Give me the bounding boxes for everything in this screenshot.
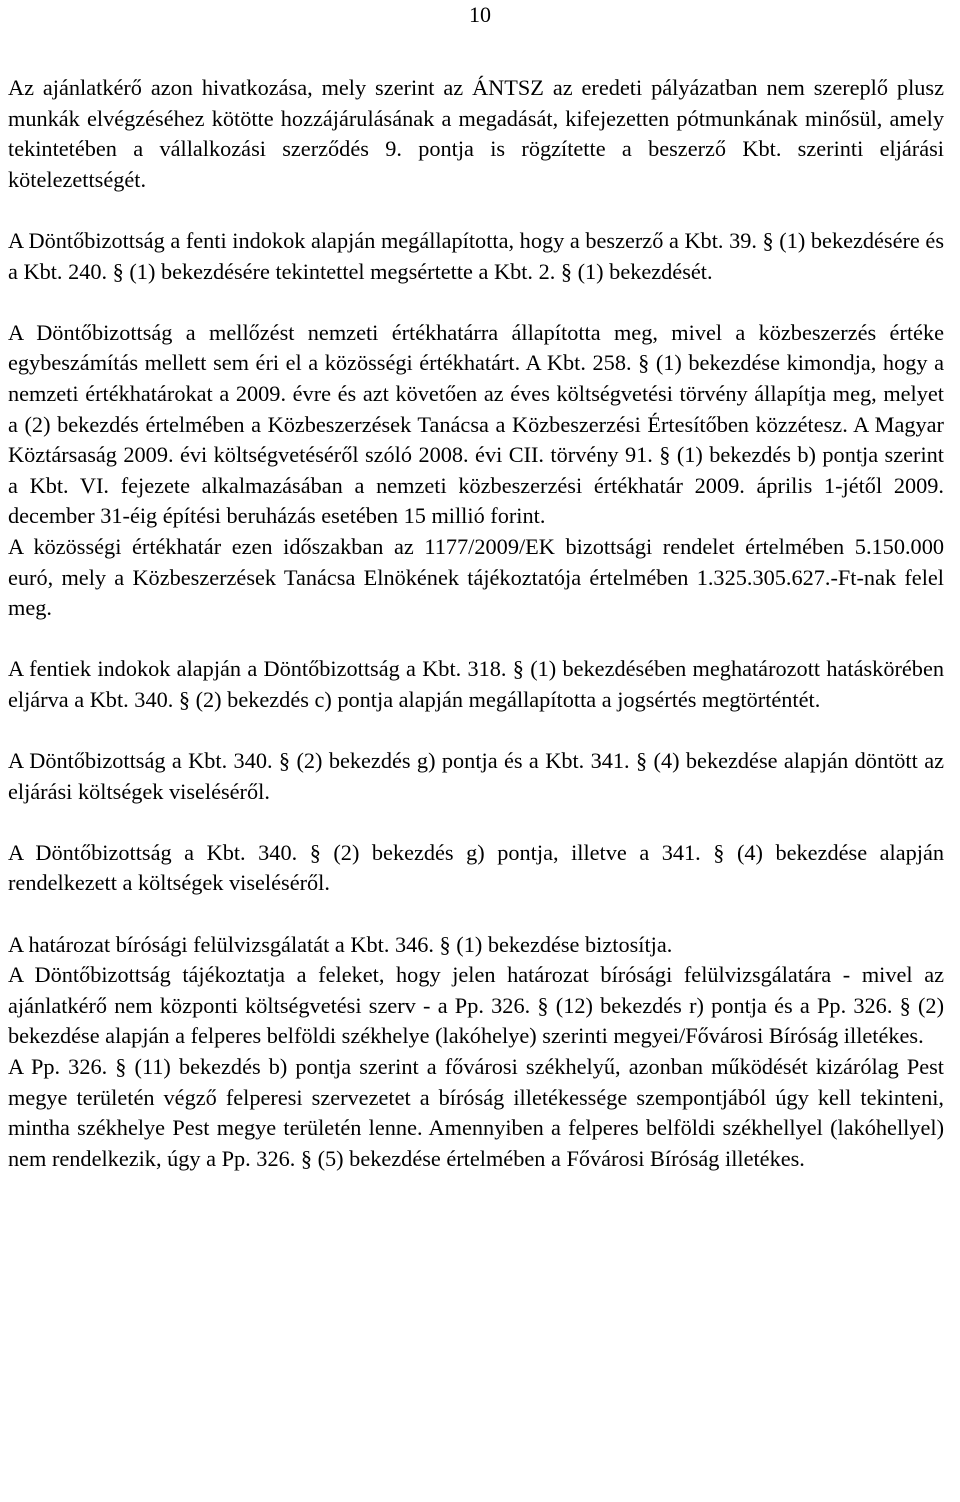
paragraph-costs-bearing: A Döntőbizottság a Kbt. 340. § (2) bekezdés g) pontja, illetve a 341. § (4) bekezdése alapján rendelkezett a költségek viseléséről. <box>8 839 944 896</box>
page-number: 10 <box>469 2 491 27</box>
paragraph-court-jurisdiction: A Döntőbizottság tájékoztatja a feleket, hogy jelen határozat bírósági felülvizsgálatára - mivel az ajánlatkérő nem központi költségvetési szerv - a Pp. 326. § (12) bekezdés r) pontja és a Pp. 326. § (2) bekezdése alapján a felperes belföldi székhelye (lakóhelye) szerinti megyei/Fővárosi Bíróság illetékes. <box>8 962 944 1049</box>
paragraph-additional-works: Az ajánlatkérő azon hivatkozása, mely szerint az ÁNTSZ az eredeti pályázatban nem szereplő plusz munkák elvégzéséhez kötötte hozzájárulásának a megadását, kifejezetten pótmunkának minősül, amely tekintetében a vállalkozási szerződés 9. pontja is rögzítette a beszerző Kbt. szerinti eljárási kötelezettségét. <box>8 75 944 192</box>
document-body <box>8 73 944 1174</box>
paragraph-findings: A Döntőbizottság a fenti indokok alapján megállapította, hogy a beszerző a Kbt. 39. § (1) bekezdésére és a Kbt. 240. § (1) bekezdésére tekintettel megsértette a Kbt. 2. § (1) bekezdését. <box>8 227 944 284</box>
paragraph-procedural-costs: A Döntőbizottság a Kbt. 340. § (2) bekezdés g) pontja és a Kbt. 341. § (4) bekezdése alapján döntött az eljárási költségek viseléséről. <box>8 748 944 804</box>
paragraph-pest-county: A Pp. 326. § (11) bekezdés b) pontja szerint a fővárosi székhelyű, azonban működését kizárólag Pest megye területén végző felperesi szervezetet a bíróság illetékessége szempontjából úgy kell tekinteni, mintha székhelye Pest megye területén lenne. Amennyiben a felperes belföldi székhellyel (lakóhellyel) nem rendelkezik, úgy a Pp. 326. § (5) bekezdése értelmében a Fővárosi Bíróság illetékes. <box>8 1054 944 1171</box>
paragraph-judicial-review: A határozat bírósági felülvizsgálatát a Kbt. 346. § (1) bekezdése biztosítja. <box>8 931 673 957</box>
paragraph-national-threshold: A Döntőbizottság a mellőzést nemzeti értékhatárra állapította meg, mivel a közbeszerzés értéke egybeszámítás mellett sem éri el a közösségi értékhatárt. A Kbt. 258. § (1) bekezdése kimondja, hogy a nemzeti értékhatárokat a 2009. évre és azt követően az éves költségvetési törvény állapítja meg, melyet a (2) bekezdés értelmében a Közbeszerzések Tanácsa a Közbeszerzési Értesítőben közzétesz. A Magyar Köztársaság 2009. évi költségvetéséről szóló 2008. évi CII. törvény 91. § (1) bekezdés b) pontja szerint a Kbt. VI. fejezete alkalmazásában a nemzeti közbeszerzési értékhatár 2009. április 1-jétől 2009. december 31-éig építési beruházás esetében 15 millió forint. <box>8 319 944 529</box>
paragraph-infringement-finding: A fentiek indokok alapján a Döntőbizottság a Kbt. 318. § (1) bekezdésében meghatározott hatáskörében eljárva a Kbt. 340. § (2) bekezdés c) pontja alapján megállapította a jogsértés megtörténtét. <box>8 656 944 712</box>
paragraph-community-threshold: A közösségi értékhatár ezen időszakban az 1177/2009/EK bizottsági rendelet értelmében 5.150.000 euró, mely a Közbeszerzések Tanácsa Elnökének tájékoztatója értelmében 1.325.305.627.-Ft-nak felel meg. <box>8 533 944 621</box>
